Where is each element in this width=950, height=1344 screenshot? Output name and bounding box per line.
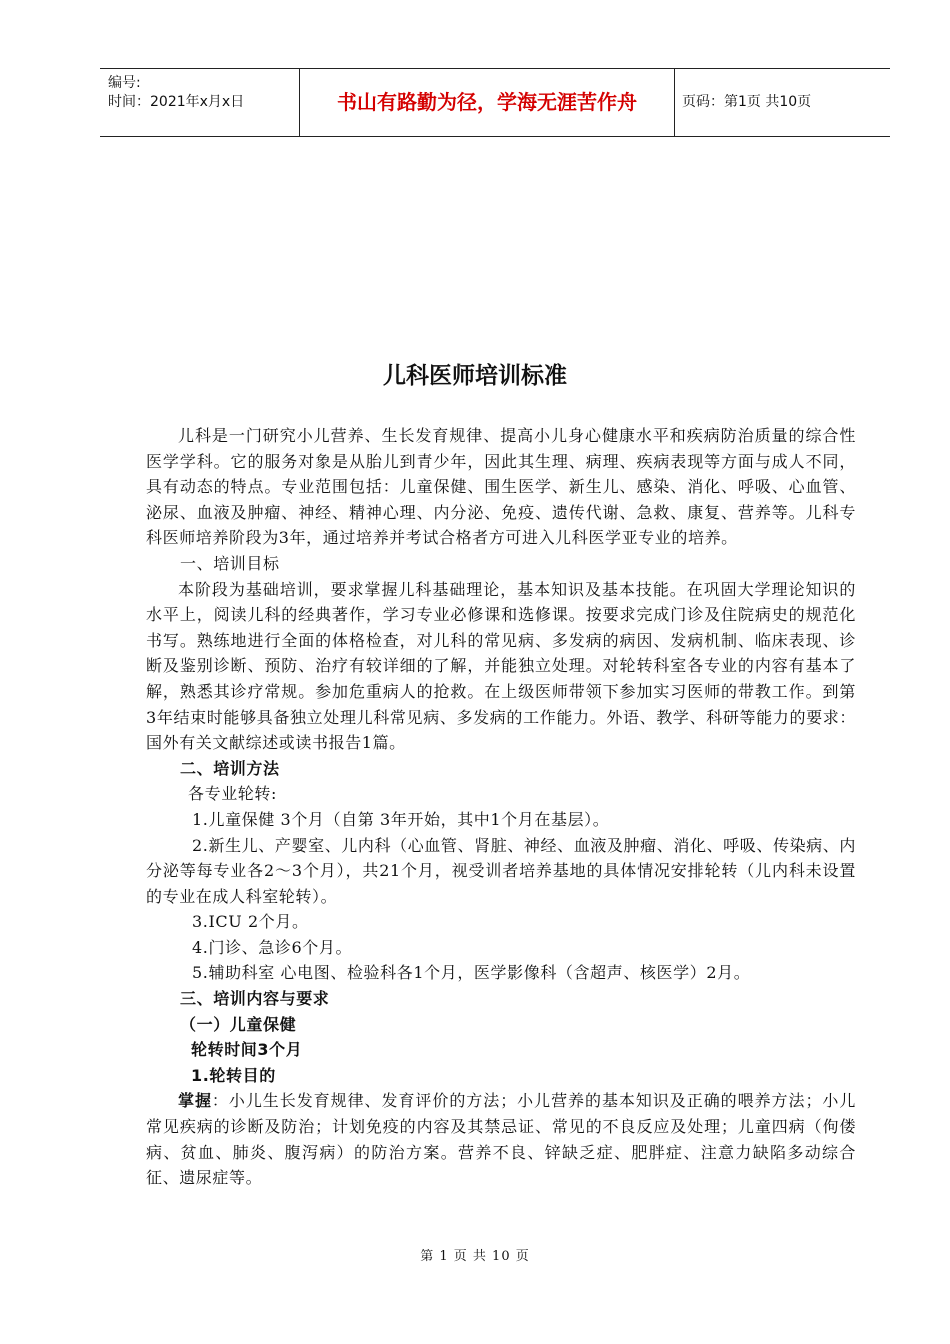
number-label: 编号: (108, 75, 141, 91)
section-2-subheading: 各专业轮转: (188, 784, 277, 804)
master-paragraph (146, 1088, 856, 1190)
header-meta-cell (100, 69, 300, 136)
page-footer: 第 1 页 共 10 页 (420, 1249, 530, 1264)
time-label: 时间：2021年x月x日 (108, 94, 245, 110)
rotation-duration: 轮转时间3个月 (191, 1040, 303, 1060)
rotation-purpose-heading: 1.轮转目的 (191, 1065, 276, 1085)
master-text: ：小儿生长发育规律、发育评价的方法；小儿营养的基本知识及正确的喂养方法；小儿常见疾病的诊断及防治；计划免疫的内容及其禁忌证、常见的不良反应及处理；儿童四病（佝偻病、贫血、肺炎、腹泻病）的防治方案。营养不良、锌缺乏症、肥胖症、注意力缺陷多动综合征、遗尿症等。 (146, 1091, 856, 1188)
master-label: 掌握 (178, 1091, 212, 1111)
rotation-item-5: 5.辅助科室 心电图、检验科各1个月，医学影像科（含超声、核医学）2月。 (192, 963, 751, 983)
rotation-item-1: 1.儿童保健 3个月（自第 3年开始，其中1个月在基层）。 (192, 809, 610, 829)
header-page-info: 页码：第1页 共10页 (682, 94, 812, 110)
section-2-heading: 二、培训方法 (180, 758, 280, 778)
document-title: 儿科医师培训标准 (383, 363, 567, 389)
intro-paragraph: 儿科是一门研究小儿营养、生长发育规律、提高小儿身心健康水平和疾病防治质量的综合性医学学科。它的服务对象是从胎儿到青少年，因此其生理、病理、疾病表现等方面与成人不同，具有动态的特点。专业范围包括：儿童保健、围生医学、新生儿、感染、消化、呼吸、心血管、泌尿、血液及肿瘤、神经、精神心理、内分泌、免疫、遗传代谢、急救、康复、营养等。儿科专科医师培养阶段为3年，通过培养并考试合格者方可进入儿科医学亚专业的培养。 (146, 426, 856, 548)
section-3-subheading: （一）儿童保健 (180, 1014, 297, 1034)
rotation-item-4: 4.门诊、急诊6个月。 (192, 937, 353, 957)
rotation-item-3: 3.ICU 2个月。 (192, 912, 309, 932)
section-1-paragraph: 本阶段为基础培训，要求掌握儿科基础理论，基本知识及基本技能。在巩固大学理论知识的水平上，阅读儿科的经典著作，学习专业必修课和选修课。按要求完成门诊及住院病史的规范化书写。熟练地进行全面的体格检查，对儿科的常见病、多发病的病因、发病机制、临床表现、诊断及鉴别诊断、预防、治疗有较详细的了解，并能独立处理。对轮转科室各专业的内容有基本了解，熟悉其诊疗常规。参加危重病人的抢救。在上级医师带领下参加实习医师的带教工作。到第 3年结束时能够具备独立处理儿科常见病、多发病的工作能力。外语、教学、科研等能力的要求：国外有关文献综述或读书报告1篇。 (146, 579, 856, 753)
section-3-heading: 三、培训内容与要求 (180, 989, 330, 1009)
document-body (146, 423, 856, 1191)
rotation-item-2: 2.新生儿、产婴室、儿内科（心血管、肾脏、神经、血液及肿瘤、消化、呼吸、传染病、内分泌等每专业各2～3个月），共21个月，视受训者培养基地的具体情况安排轮转（儿内科未设置的专业在成人科室轮转）。 (146, 835, 856, 906)
document-header (100, 68, 890, 137)
section-1-heading: 一、培训目标 (180, 553, 280, 573)
header-motto: 书山有路勤为径，学海无涯苦作舟 (300, 69, 675, 136)
